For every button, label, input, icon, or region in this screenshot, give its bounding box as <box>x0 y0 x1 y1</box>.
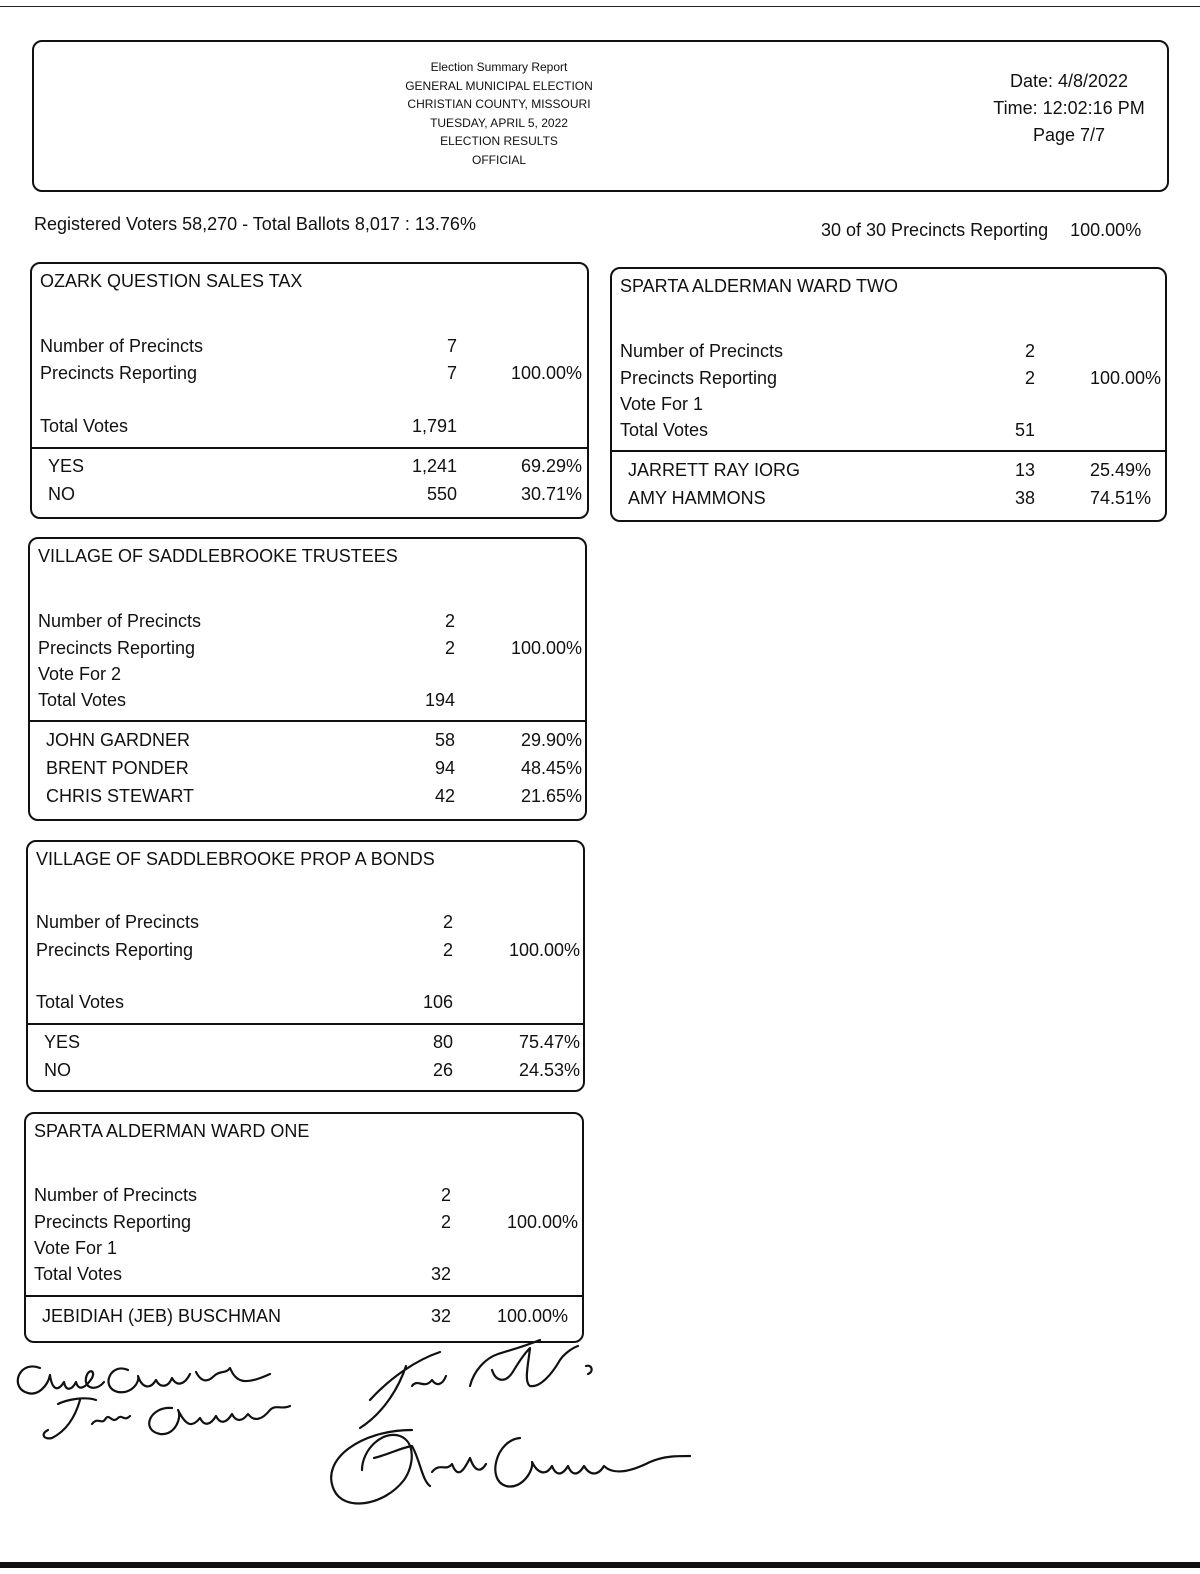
choice-votes: 80 <box>432 1032 453 1052</box>
candidate-name: JOHN GARDNER <box>46 730 191 750</box>
candidate-name: CHRIS STEWART <box>46 786 195 806</box>
total-votes-row <box>30 688 585 712</box>
candidate-votes: 58 <box>434 730 455 750</box>
results-divider <box>30 720 585 722</box>
contest-saddlebrooke-prop-a-bonds <box>26 840 585 1092</box>
row-label: Number of Precincts <box>38 611 202 631</box>
candidate-name: JEBIDIAH (JEB) BUSCHMAN <box>42 1306 282 1326</box>
election-date: TUESDAY, APRIL 5, 2022 <box>430 115 568 130</box>
precincts-reporting-text: 30 of 30 Precincts Reporting <box>821 220 1049 240</box>
number-of-precincts-row <box>30 609 585 633</box>
row-label: Total Votes <box>34 1264 123 1284</box>
report-title: Election Summary Report <box>430 60 568 74</box>
row-count: 7 <box>446 336 457 356</box>
official-status: OFFICIAL <box>471 152 526 167</box>
report-header-titles <box>324 58 674 169</box>
choice-name: NO <box>48 484 75 504</box>
report-meta <box>979 68 1159 149</box>
contest-title: OZARK QUESTION SALES TAX <box>40 271 303 291</box>
precincts-reporting-row <box>612 366 1165 390</box>
precincts-reporting-row <box>26 1210 582 1234</box>
choice-votes: 550 <box>426 484 457 504</box>
choice-votes: 1,241 <box>411 456 457 476</box>
choice-pct: 24.53% <box>518 1060 580 1080</box>
row-count: 2 <box>1024 368 1035 388</box>
results-divider <box>28 1023 583 1025</box>
signature-2 <box>44 1398 290 1438</box>
row-label: Number of Precincts <box>34 1185 198 1205</box>
report-header <box>32 40 1169 192</box>
row-label: Total Votes <box>40 416 129 436</box>
choice-pct: 75.47% <box>518 1032 580 1052</box>
row-count: 2 <box>440 1212 451 1232</box>
result-row <box>612 458 1165 482</box>
precincts-reporting-row <box>32 361 587 385</box>
choice-votes: 26 <box>432 1060 453 1080</box>
result-row <box>26 1304 582 1328</box>
candidate-pct: 74.51% <box>1089 488 1151 508</box>
precincts-reporting-summary <box>821 220 1141 241</box>
row-count: 2 <box>442 912 453 932</box>
row-label: Precincts Reporting <box>620 368 778 388</box>
choice-pct: 69.29% <box>520 456 582 476</box>
row-count: 1,791 <box>411 416 457 436</box>
contest-ozark-question-sales-tax <box>30 262 589 519</box>
row-count: 7 <box>446 363 457 383</box>
page-number: Page 7/7 <box>1032 125 1106 145</box>
report-date: Date: 4/8/2022 <box>1009 71 1129 91</box>
choice-name: YES <box>48 456 85 476</box>
result-row <box>612 486 1165 510</box>
contest-saddlebrooke-trustees <box>28 537 587 821</box>
candidate-pct: 25.49% <box>1089 460 1151 480</box>
candidate-votes: 42 <box>434 786 455 806</box>
row-label: Total Votes <box>620 420 709 440</box>
row-label: Number of Precincts <box>40 336 204 356</box>
number-of-precincts-row <box>26 1183 582 1207</box>
contest-title: SPARTA ALDERMAN WARD TWO <box>620 276 899 296</box>
result-row <box>32 482 587 506</box>
registered-voters-summary: Registered Voters 58,270 - Total Ballots 8,017 : 13.76% <box>34 214 476 234</box>
candidate-name: BRENT PONDER <box>46 758 189 778</box>
contest-title: VILLAGE OF SADDLEBROOKE TRUSTEES <box>38 546 398 566</box>
signatures <box>0 1330 700 1530</box>
contest-sparta-alderman-ward-one <box>24 1112 584 1343</box>
precincts-reporting-row <box>28 938 583 962</box>
results-divider <box>32 447 587 449</box>
candidate-name: JARRETT RAY IORG <box>628 460 801 480</box>
results-label: ELECTION RESULTS <box>440 134 558 148</box>
top-rule <box>0 6 1200 7</box>
row-count: 2 <box>1024 341 1035 361</box>
result-row <box>30 728 585 752</box>
candidate-name: AMY HAMMONS <box>628 488 766 508</box>
choice-pct: 30.71% <box>520 484 582 504</box>
vote-for-row <box>612 392 1165 416</box>
row-label: Number of Precincts <box>620 341 784 361</box>
contest-sparta-alderman-ward-two <box>610 267 1167 522</box>
row-label: Precincts Reporting <box>40 363 198 383</box>
result-row <box>28 1058 583 1082</box>
row-count: 106 <box>422 992 453 1012</box>
row-label: Total Votes <box>38 690 127 710</box>
total-votes-row <box>28 990 583 1014</box>
election-name: GENERAL MUNICIPAL ELECTION <box>405 78 593 93</box>
county-name: CHRISTIAN COUNTY, MISSOURI <box>407 97 591 111</box>
choice-name: YES <box>44 1032 81 1052</box>
row-label: Precincts Reporting <box>34 1212 192 1232</box>
row-pct: 100.00% <box>508 940 580 960</box>
vote-for-label: Vote For 1 <box>34 1238 118 1258</box>
signature-1 <box>18 1366 270 1393</box>
candidate-votes: 13 <box>1014 460 1035 480</box>
candidate-votes: 38 <box>1014 488 1035 508</box>
row-count: 2 <box>444 611 455 631</box>
signature-3 <box>360 1340 592 1428</box>
candidate-votes: 32 <box>430 1306 451 1326</box>
results-divider <box>26 1295 582 1297</box>
row-pct: 100.00% <box>510 638 582 658</box>
result-row <box>30 756 585 780</box>
number-of-precincts-row <box>32 334 587 358</box>
contest-title: SPARTA ALDERMAN WARD ONE <box>34 1121 310 1141</box>
row-count: 194 <box>424 690 455 710</box>
total-votes-row <box>26 1262 582 1286</box>
vote-for-label: Vote For 1 <box>620 394 704 414</box>
precincts-reporting-row <box>30 636 585 660</box>
choice-name: NO <box>44 1060 71 1080</box>
row-count: 32 <box>430 1264 451 1284</box>
vote-for-row <box>26 1236 582 1260</box>
candidate-pct: 29.90% <box>520 730 582 750</box>
number-of-precincts-row <box>28 910 583 934</box>
signature-4 <box>331 1430 690 1503</box>
row-pct: 100.00% <box>510 363 582 383</box>
candidate-votes: 94 <box>434 758 455 778</box>
number-of-precincts-row <box>612 339 1165 363</box>
result-row <box>32 454 587 478</box>
result-row <box>28 1030 583 1054</box>
row-count: 2 <box>440 1185 451 1205</box>
vote-for-row <box>30 662 585 686</box>
row-pct: 100.00% <box>1089 368 1161 388</box>
contest-title: VILLAGE OF SADDLEBROOKE PROP A BONDS <box>36 849 435 869</box>
report-time: Time: 12:02:16 PM <box>993 98 1145 118</box>
total-votes-row <box>612 418 1165 442</box>
candidate-pct: 48.45% <box>520 758 582 778</box>
candidate-pct: 21.65% <box>520 786 582 806</box>
row-label: Precincts Reporting <box>38 638 196 658</box>
row-count: 2 <box>444 638 455 658</box>
candidate-pct: 100.00% <box>496 1306 568 1326</box>
results-divider <box>612 450 1165 452</box>
result-row <box>30 784 585 808</box>
row-count: 2 <box>442 940 453 960</box>
row-label: Number of Precincts <box>36 912 200 932</box>
row-count: 51 <box>1014 420 1035 440</box>
total-votes-row <box>32 414 587 438</box>
row-pct: 100.00% <box>506 1212 578 1232</box>
bottom-rule <box>0 1562 1200 1568</box>
row-label: Total Votes <box>36 992 125 1012</box>
row-label: Precincts Reporting <box>36 940 194 960</box>
vote-for-label: Vote For 2 <box>38 664 122 684</box>
precincts-reporting-pct: 100.00% <box>1070 220 1142 240</box>
